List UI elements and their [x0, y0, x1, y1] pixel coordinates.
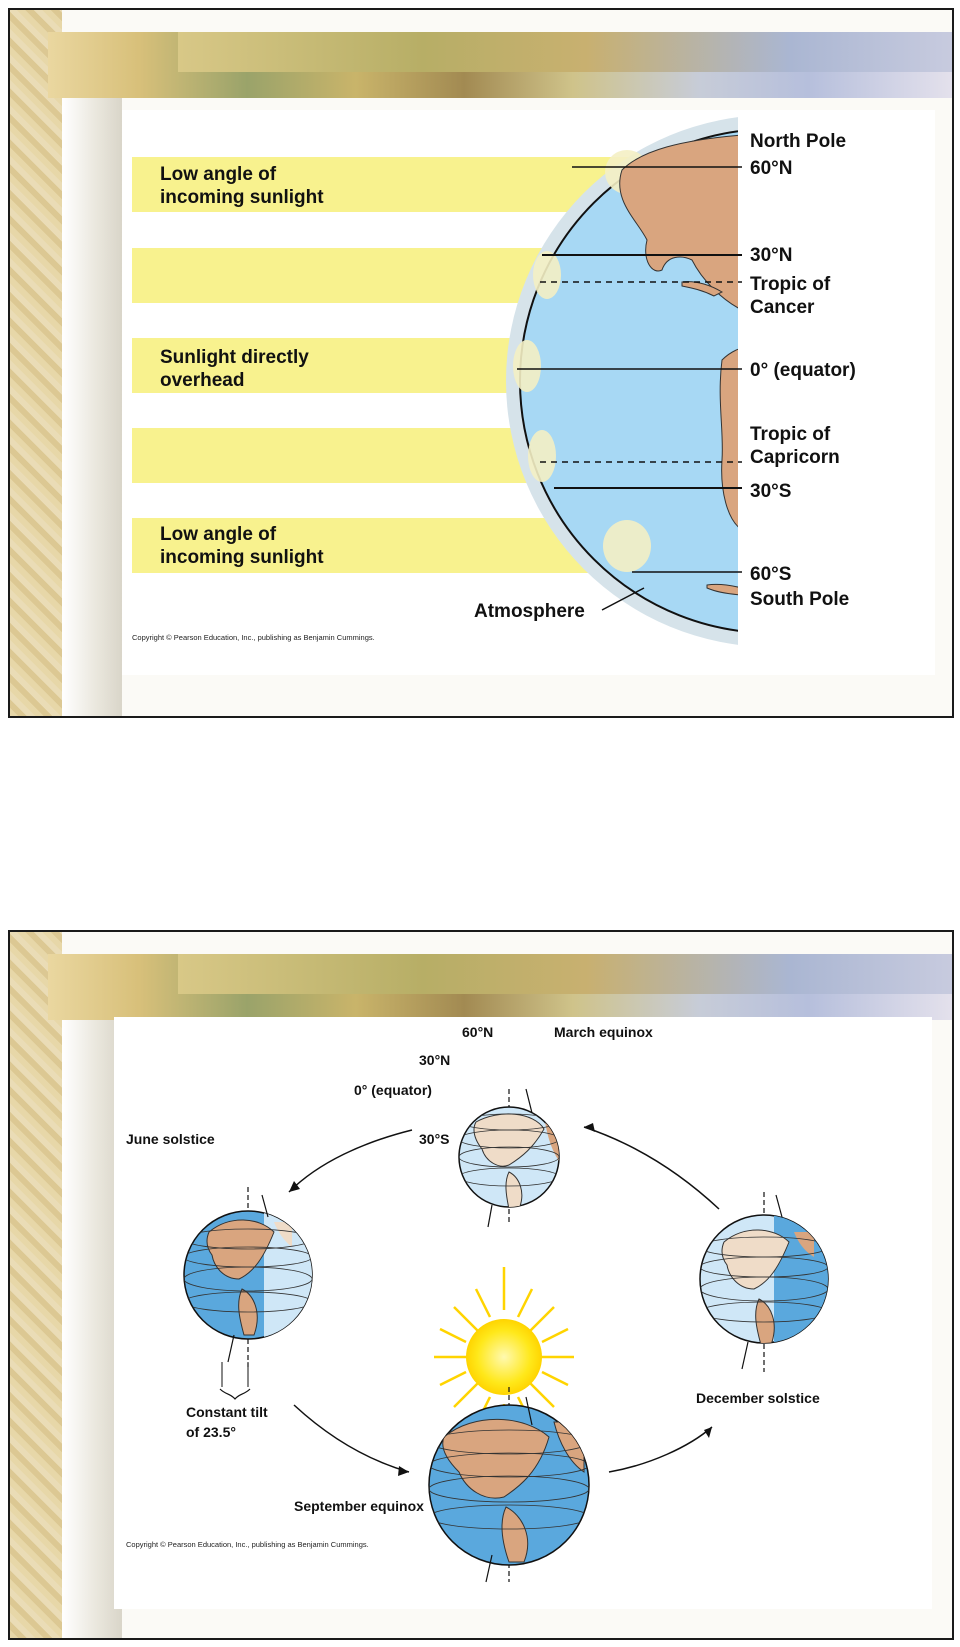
- copyright-text: Copyright © Pearson Education, Inc., publishing as Benjamin Cummings.: [126, 1540, 369, 1549]
- label-june-solstice: June solstice: [126, 1131, 215, 1147]
- slide-sunlight-angles: [8, 8, 954, 718]
- label-60s: 60°S: [750, 564, 792, 585]
- label-south-pole: South Pole: [750, 589, 850, 610]
- label-equator: 0° (equator): [354, 1082, 432, 1098]
- label-30n: 30°N: [750, 245, 793, 266]
- december-solstice-globe: [700, 1192, 834, 1372]
- slide-left-shade: [62, 78, 122, 718]
- band-top-line2: incoming sunlight: [160, 187, 324, 208]
- slide-left-texture: [10, 10, 62, 716]
- label-tropic-capricorn-line1: Tropic of: [750, 424, 831, 445]
- march-equinox-globe: [459, 1089, 564, 1227]
- label-september-equinox: September equinox: [294, 1498, 424, 1514]
- label-december-solstice: December solstice: [696, 1390, 820, 1406]
- slide-left-shade: [62, 1000, 122, 1640]
- band-bottom-line1: Low angle of: [160, 524, 277, 545]
- seasons-svg: [114, 1017, 932, 1609]
- orbit-arrow-september-to-december: [609, 1427, 712, 1472]
- orbit-arrow-june-to-september: [294, 1405, 409, 1472]
- slide-banner: [48, 954, 953, 1020]
- orbit-arrow-march-to-june: [289, 1130, 412, 1192]
- label-tilt-line1: Constant tilt: [186, 1404, 268, 1420]
- label-tropic-cancer-line2: Cancer: [750, 297, 815, 318]
- label-north-pole: North Pole: [750, 131, 847, 152]
- band-mid-line2: overhead: [160, 370, 245, 391]
- label-30n: 30°N: [419, 1052, 451, 1068]
- label-60n: 60°N: [750, 158, 793, 179]
- label-30s: 30°S: [750, 481, 792, 502]
- orbit-arrow-december-to-march: [584, 1127, 719, 1209]
- seasons-figure: [114, 1017, 932, 1609]
- sunlight-band: [132, 248, 572, 303]
- copyright-text: Copyright © Pearson Education, Inc., publishing as Benjamin Cummings.: [132, 633, 375, 642]
- slide-seasons-orbit: [8, 930, 954, 1640]
- label-equator: 0° (equator): [750, 360, 856, 381]
- label-30s: 30°S: [419, 1131, 450, 1147]
- label-tropic-cancer-line1: Tropic of: [750, 274, 831, 295]
- label-tilt-line2: of 23.5°: [186, 1424, 236, 1440]
- sunlight-latitude-svg: [122, 110, 935, 675]
- label-60n: 60°N: [462, 1024, 494, 1040]
- label-tropic-capricorn-line2: Capricorn: [750, 447, 840, 468]
- band-bottom-line2: incoming sunlight: [160, 547, 324, 568]
- label-atmosphere: Atmosphere: [474, 601, 585, 622]
- slide-banner: [48, 32, 953, 98]
- sunlight-band: [132, 428, 552, 483]
- june-solstice-globe: [184, 1187, 324, 1399]
- label-march-equinox: March equinox: [554, 1024, 653, 1040]
- tilt-brace: [220, 1389, 250, 1399]
- band-top-line1: Low angle of: [160, 164, 277, 185]
- september-equinox-globe: [429, 1387, 589, 1582]
- slide-left-texture: [10, 932, 62, 1638]
- band-mid-line1: Sunlight directly: [160, 347, 309, 368]
- sunlight-latitude-figure: [122, 110, 935, 675]
